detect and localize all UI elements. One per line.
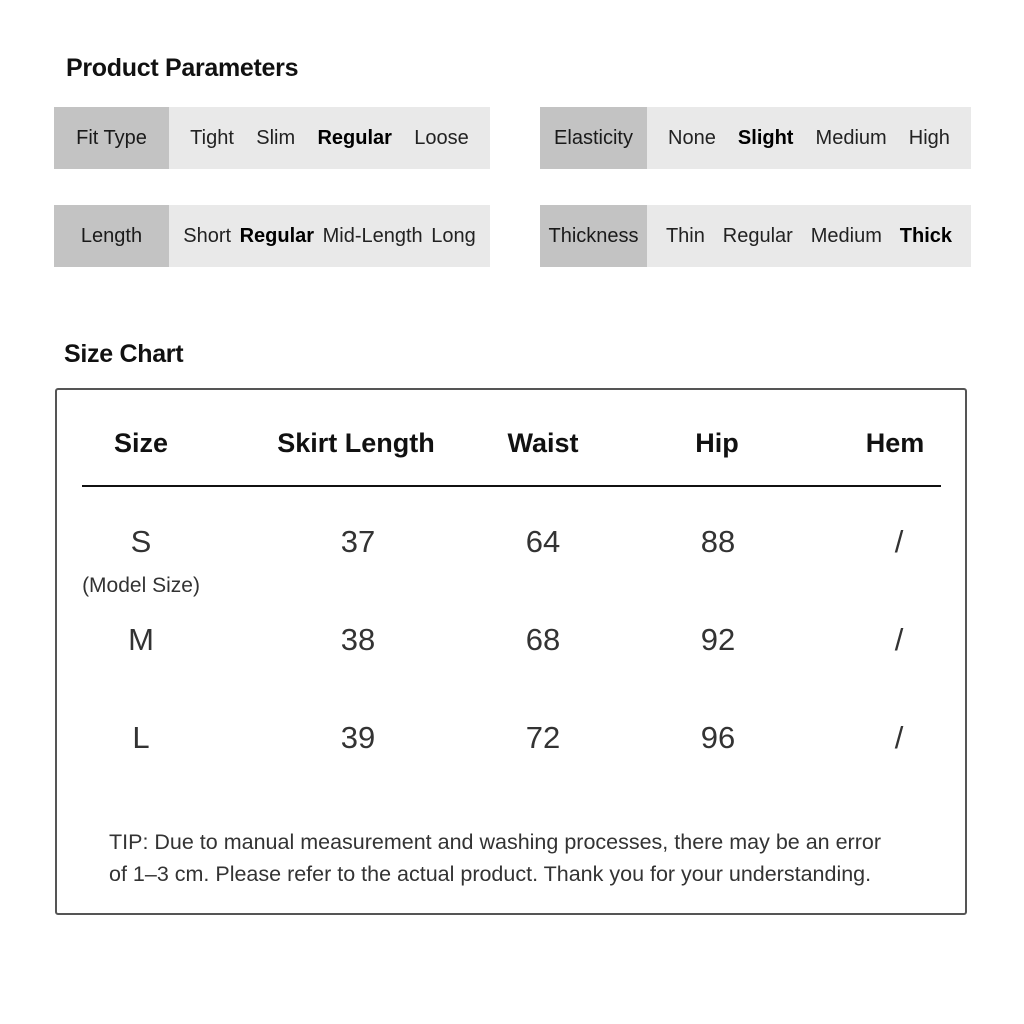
header-waist: Waist — [507, 428, 579, 458]
header-hem: Hem — [865, 428, 925, 458]
param-option: Tight — [190, 126, 234, 149]
cell-waist: 64 — [525, 524, 561, 559]
param-options — [169, 107, 490, 169]
header-hip: Hip — [695, 428, 739, 458]
param-option: Thin — [665, 224, 705, 247]
cell-size: M — [128, 622, 154, 657]
param-option: Mid-Length — [322, 224, 423, 247]
param-option-selected: Regular — [239, 224, 315, 247]
param-option: Slim — [256, 126, 296, 149]
cell-size: L — [132, 720, 150, 755]
model-size-note: (Model Size) — [82, 574, 200, 597]
param-row-length — [54, 205, 490, 267]
param-label: Fit Type — [54, 107, 169, 169]
param-option: High — [908, 126, 950, 149]
cell-waist: 72 — [525, 720, 561, 755]
size-chart-table — [55, 388, 967, 915]
param-options — [647, 107, 971, 169]
param-option: Short — [183, 224, 232, 247]
cell-skirt-length: 37 — [340, 524, 376, 559]
param-row-thickness — [540, 205, 971, 267]
param-option: Loose — [414, 126, 469, 149]
param-option-selected: Regular — [317, 126, 392, 149]
param-option: Regular — [722, 224, 793, 247]
param-option: Long — [431, 224, 476, 247]
param-label: Length — [54, 205, 169, 267]
cell-hem: / — [894, 622, 904, 657]
cell-hem: / — [894, 720, 904, 755]
param-option: Medium — [810, 224, 882, 247]
cell-waist: 68 — [525, 622, 561, 657]
param-label: Elasticity — [540, 107, 647, 169]
cell-hip: 88 — [700, 524, 736, 559]
cell-skirt-length: 38 — [340, 622, 376, 657]
param-row-fit-type — [54, 107, 490, 169]
cell-size: S — [130, 524, 152, 559]
cell-skirt-length: 39 — [340, 720, 376, 755]
param-option-selected: Thick — [899, 224, 953, 247]
param-row-elasticity — [540, 107, 971, 169]
measurement-tip — [109, 826, 929, 890]
param-option: Medium — [815, 126, 887, 149]
param-options — [169, 205, 490, 267]
tip-line-2: of 1–3 cm. Please refer to the actual product. Thank you for your understanding. — [109, 862, 872, 886]
tip-line-1: TIP: Due to manual measurement and washing processes, there may be an error — [109, 830, 881, 854]
cell-hip: 92 — [700, 622, 736, 657]
header-size: Size — [113, 428, 169, 458]
param-options — [647, 205, 971, 267]
header-divider — [82, 485, 941, 487]
param-option-selected: Slight — [737, 126, 794, 149]
header-skirt-length: Skirt Length — [277, 428, 435, 458]
param-option: None — [668, 126, 716, 149]
cell-hip: 96 — [700, 720, 736, 755]
param-label: Thickness — [540, 205, 647, 267]
size-chart-title: Size Chart — [64, 340, 184, 368]
product-parameters-title: Product Parameters — [66, 54, 299, 82]
cell-hem: / — [894, 524, 904, 559]
